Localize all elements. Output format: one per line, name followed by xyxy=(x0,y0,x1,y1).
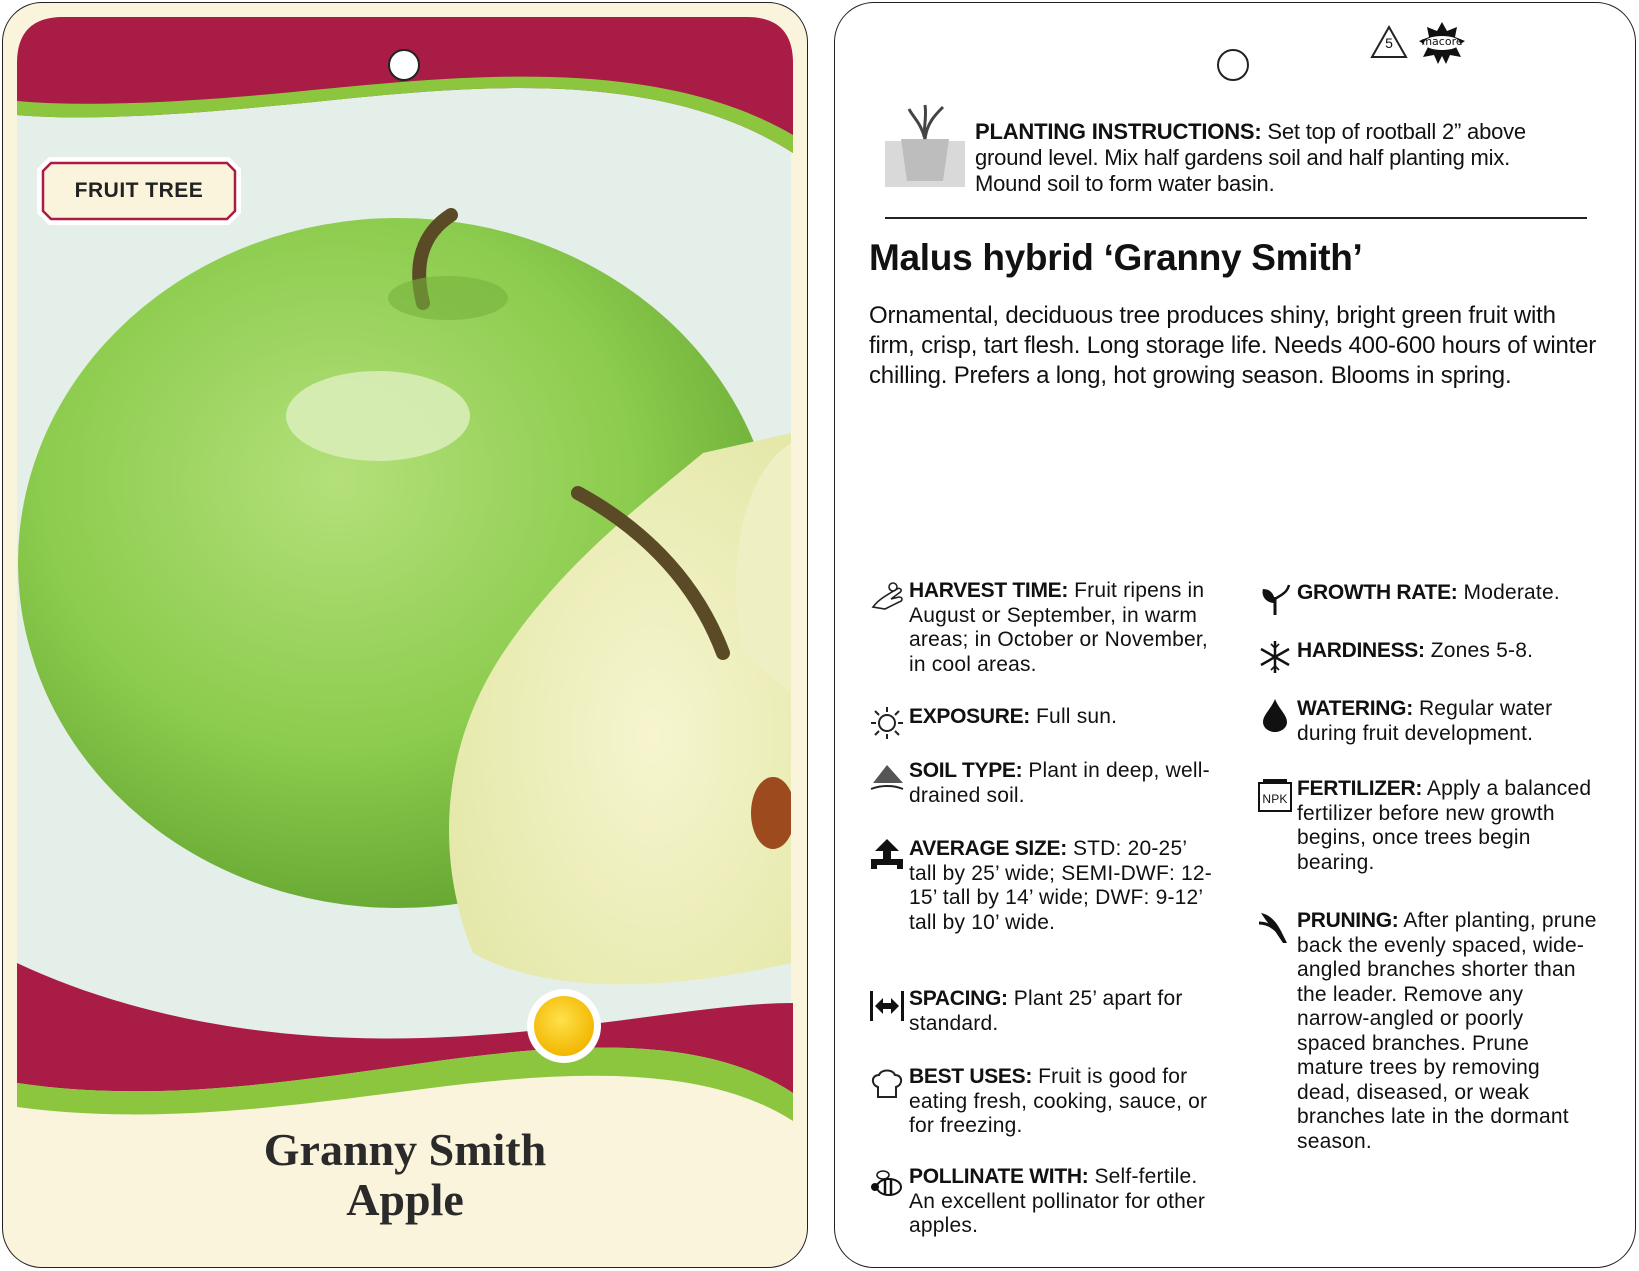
care-label: POLLINATE WITH: xyxy=(909,1165,1089,1188)
pruners-icon xyxy=(1257,909,1293,945)
back-tag xyxy=(834,2,1636,1268)
botanical-name: Malus hybrid ‘Granny Smith’ xyxy=(869,237,1363,278)
care-fertilizer xyxy=(1262,777,1597,875)
care-text: After planting, prune back the evenly spaced, wide-angled branches shorter than the leader. Remove any narrow-angled or poorly spaced branches. Prune mature trees by removing dead, diseased, or weak branches late in the dormant season. xyxy=(1297,909,1597,1153)
sun-icon xyxy=(869,705,905,741)
divider xyxy=(885,217,1587,219)
care-text: Regular water during fruit development. xyxy=(1297,697,1553,745)
hang-hole xyxy=(388,49,420,81)
care-text: Zones 5-8. xyxy=(1424,639,1534,662)
npk-fertilizer-icon xyxy=(1257,777,1293,813)
care-growth-rate xyxy=(1297,581,1597,606)
care-pollinate-with xyxy=(909,1165,1219,1239)
care-text: Fruit is good for eating fresh, cooking, sauce, or for freezing. xyxy=(909,1065,1208,1137)
care-average-size xyxy=(909,837,1219,935)
recycle-icon xyxy=(1369,23,1409,63)
care-text: Fruit ripens in August or September, in warm areas; in October or November, in cool areas. xyxy=(909,579,1208,676)
water-drop-icon xyxy=(1257,697,1293,733)
care-hardiness xyxy=(1297,639,1597,664)
care-label: SPACING: xyxy=(909,987,1008,1010)
care-label: HARDINESS: xyxy=(1297,639,1425,662)
category-badge xyxy=(35,155,243,227)
front-tag xyxy=(2,2,808,1268)
care-label: FERTILIZER: xyxy=(1297,777,1423,800)
care-label: BEST USES: xyxy=(909,1065,1033,1088)
planting-pot-icon xyxy=(883,103,969,193)
snowflake-icon xyxy=(1257,639,1293,675)
bee-icon xyxy=(869,1165,905,1201)
care-pruning xyxy=(1297,909,1597,1154)
common-name-line2: Apple xyxy=(346,1174,464,1225)
care-text: Self-fertile. An excellent pollinator for other apples. xyxy=(909,1165,1206,1237)
care-label: GROWTH RATE: xyxy=(1297,581,1458,604)
height-arrow-icon xyxy=(869,837,905,873)
common-name-line1: Granny Smith xyxy=(263,1124,547,1175)
chef-hat-icon xyxy=(869,1065,905,1101)
care-text: Full sun. xyxy=(1030,705,1118,728)
logos xyxy=(1369,21,1467,65)
category-label: FRUIT TREE xyxy=(74,179,204,202)
spacing-arrow-icon xyxy=(869,987,905,1023)
brand-name: macore xyxy=(1421,35,1463,48)
soil-icon xyxy=(869,759,905,795)
plant-description: Ornamental, deciduous tree produces shiny, bright green fruit with firm, crisp, tart flesh. Long storage life. Needs 400-600 hours of winter chilling. Prefers a long, hot growing season. Blooms in spring. xyxy=(869,302,1597,389)
plant-common-name xyxy=(3,1125,807,1225)
npk-label: NPK xyxy=(1262,792,1288,806)
hang-hole xyxy=(1217,49,1249,81)
care-best-uses xyxy=(909,1065,1219,1139)
planting-body: Set top of rootball 2” above ground level. Mix half gardens soil and half planting mix. Mound soil to form water basin. xyxy=(975,119,1526,196)
care-watering xyxy=(1297,697,1597,746)
brand-logo xyxy=(1417,21,1467,65)
planting-instructions xyxy=(883,103,1583,203)
care-label: WATERING: xyxy=(1297,697,1413,720)
care-label: PRUNING: xyxy=(1297,909,1399,932)
harvest-hand-icon xyxy=(869,579,905,615)
care-text: Plant 25’ apart for standard. xyxy=(909,987,1183,1035)
planting-text xyxy=(975,119,1575,197)
care-harvest-time xyxy=(909,579,1219,677)
care-label: EXPOSURE: xyxy=(909,705,1030,728)
care-soil-type xyxy=(909,759,1219,808)
care-label: HARVEST TIME: xyxy=(909,579,1069,602)
care-text: Apply a balanced fertilizer before new growth begins, once trees begin bearing. xyxy=(1297,777,1592,874)
planting-label: PLANTING INSTRUCTIONS: xyxy=(975,119,1262,144)
care-label: SOIL TYPE: xyxy=(909,759,1023,782)
care-spacing xyxy=(909,987,1219,1036)
care-text: Plant in deep, well-drained soil. xyxy=(909,759,1210,807)
care-exposure xyxy=(909,705,1219,730)
full-sun-icon xyxy=(534,996,594,1056)
care-text: Moderate. xyxy=(1457,581,1560,604)
sprout-icon xyxy=(1257,581,1293,617)
care-text: STD: 20-25’ tall by 25’ wide; SEMI-DWF: 12-15’ tall by 14’ wide; DWF: 9-12’ tall by 10’ wide. xyxy=(909,837,1212,934)
care-label: AVERAGE SIZE: xyxy=(909,837,1067,860)
recycle-code: 5 xyxy=(1385,35,1393,51)
